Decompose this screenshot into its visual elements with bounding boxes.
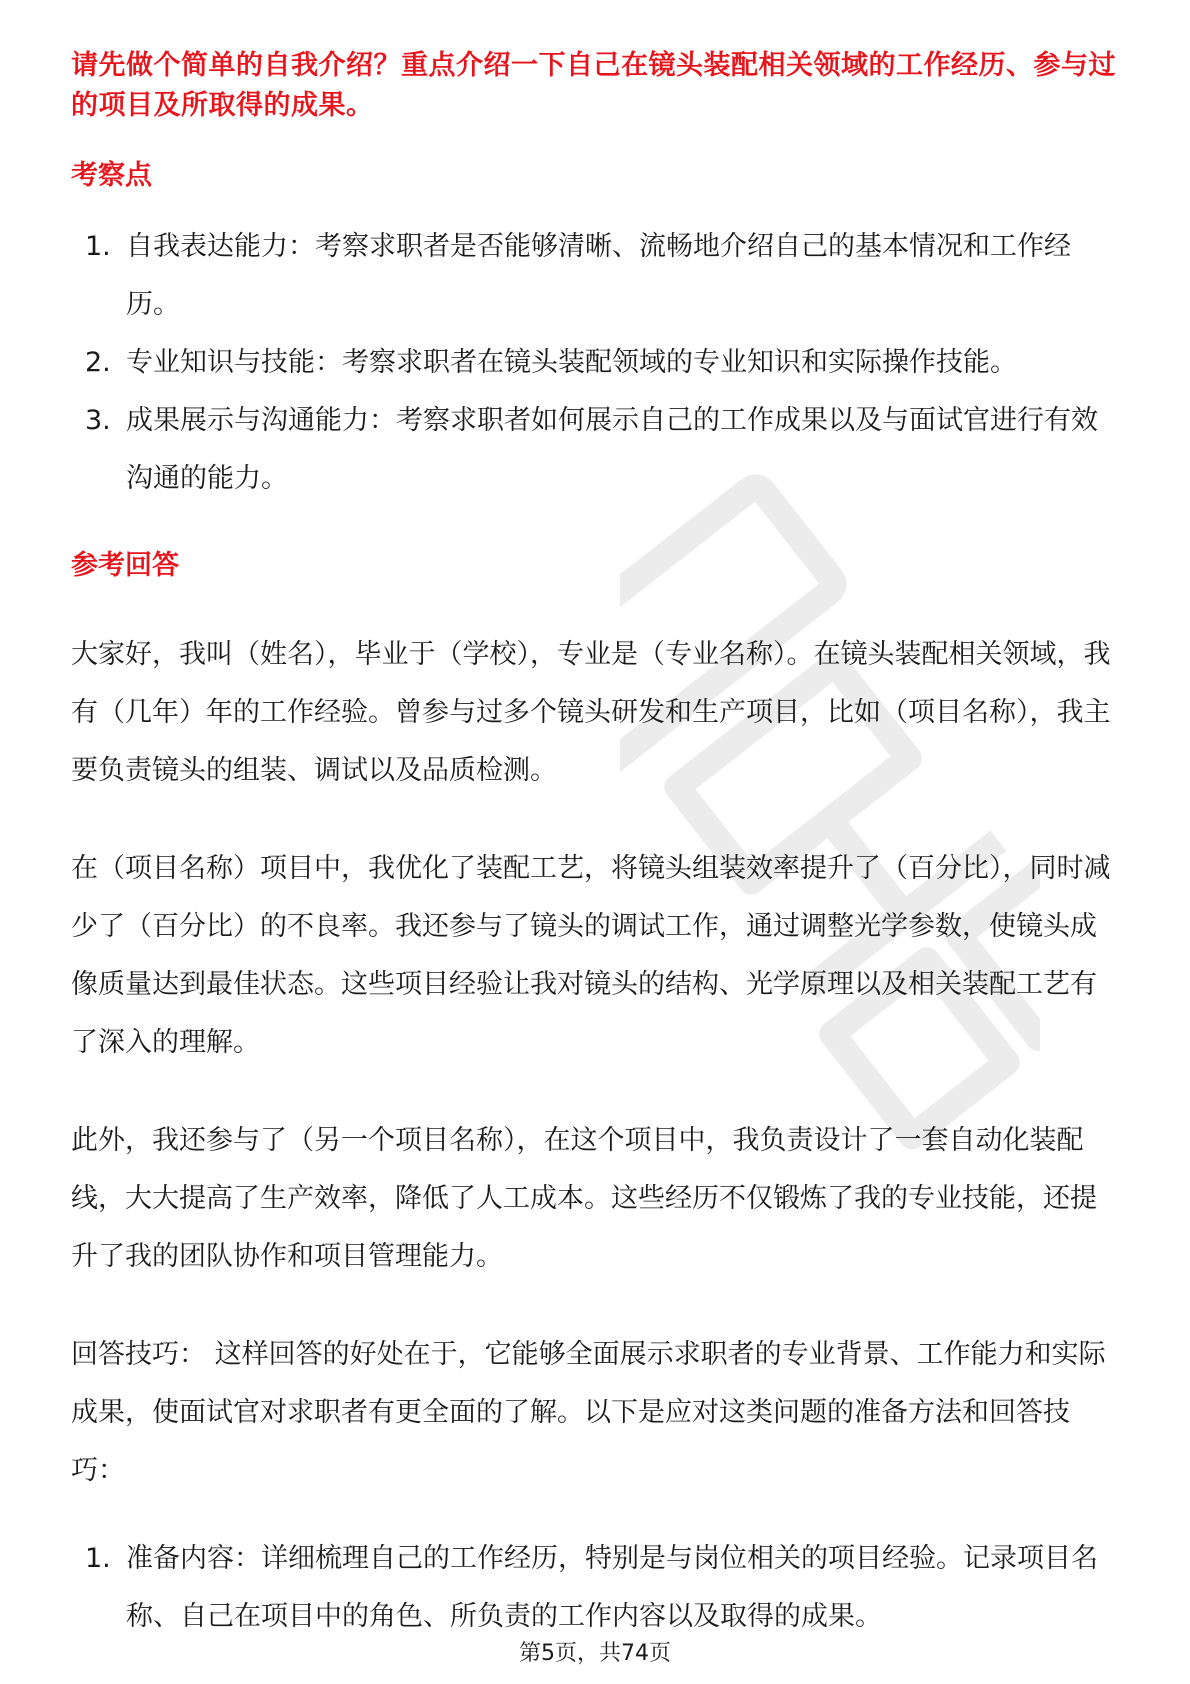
answer-paragraph: 在（项目名称）项目中，我优化了装配工艺，将镜头组装效率提升了（百分比），同时减少了（百分比）的不良率。我还参与了镜头的调试工作，通过调整光学参数，使镜头成像质量达到最佳状态。这些项目经验让我对镜头的结构、光学原理以及相关装配工艺有了深入的理解。 <box>71 853 1111 1058</box>
point-item <box>71 334 1121 392</box>
document-content <box>71 46 1121 1646</box>
tip-item <box>71 1530 1121 1646</box>
tip-number: 1. <box>85 1543 111 1574</box>
points-list <box>71 218 1121 508</box>
question-heading: 请先做个简单的自我介绍？重点介绍一下自己在镜头装配相关领域的工作经历、参与过的项目及所取得的成果。 <box>71 50 1116 121</box>
point-item <box>71 218 1121 334</box>
point-text: 自我表达能力：考察求职者是否能够清晰、流畅地介绍自己的基本情况和工作经历。 <box>126 231 1071 320</box>
section-title-points: 考察点 <box>71 160 152 191</box>
point-number: 2. <box>85 347 111 378</box>
answer-paragraph: 大家好，我叫（姓名），毕业于（学校），专业是（专业名称）。在镜头装配相关领域，我有（几年）年的工作经验。曾参与过多个镜头研发和生产项目，比如（项目名称），我主要负责镜头的组装、调试以及品质检测。 <box>71 639 1111 786</box>
section-title-answer: 参考回答 <box>71 550 179 581</box>
point-number: 3. <box>85 405 111 436</box>
tips-paragraph: 回答技巧： 这样回答的好处在于，它能够全面展示求职者的专业背景、工作能力和实际成果，使面试官对求职者有更全面的了解。以下是应对这类问题的准备方法和回答技巧： <box>71 1339 1106 1486</box>
point-item <box>71 392 1121 508</box>
tip-text: 准备内容：详细梳理自己的工作经历，特别是与岗位相关的项目经验。记录项目名称、自己在项目中的角色、所负责的工作内容以及取得的成果。 <box>126 1543 1098 1632</box>
point-text: 成果展示与沟通能力：考察求职者如何展示自己的工作成果以及与面试官进行有效沟通的能力。 <box>126 405 1098 494</box>
tips-list <box>71 1530 1121 1646</box>
point-text: 专业知识与技能：考察求职者在镜头装配领域的专业知识和实际操作技能。 <box>126 347 1017 378</box>
page-footer: 第5页，共74页 <box>519 1641 671 1666</box>
point-number: 1. <box>85 231 111 262</box>
answer-paragraph: 此外，我还参与了（另一个项目名称），在这个项目中，我负责设计了一套自动化装配线，大大提高了生产效率，降低了人工成本。这些经历不仅锻炼了我的专业技能，还提升了我的团队协作和项目管理能力。 <box>71 1125 1097 1272</box>
